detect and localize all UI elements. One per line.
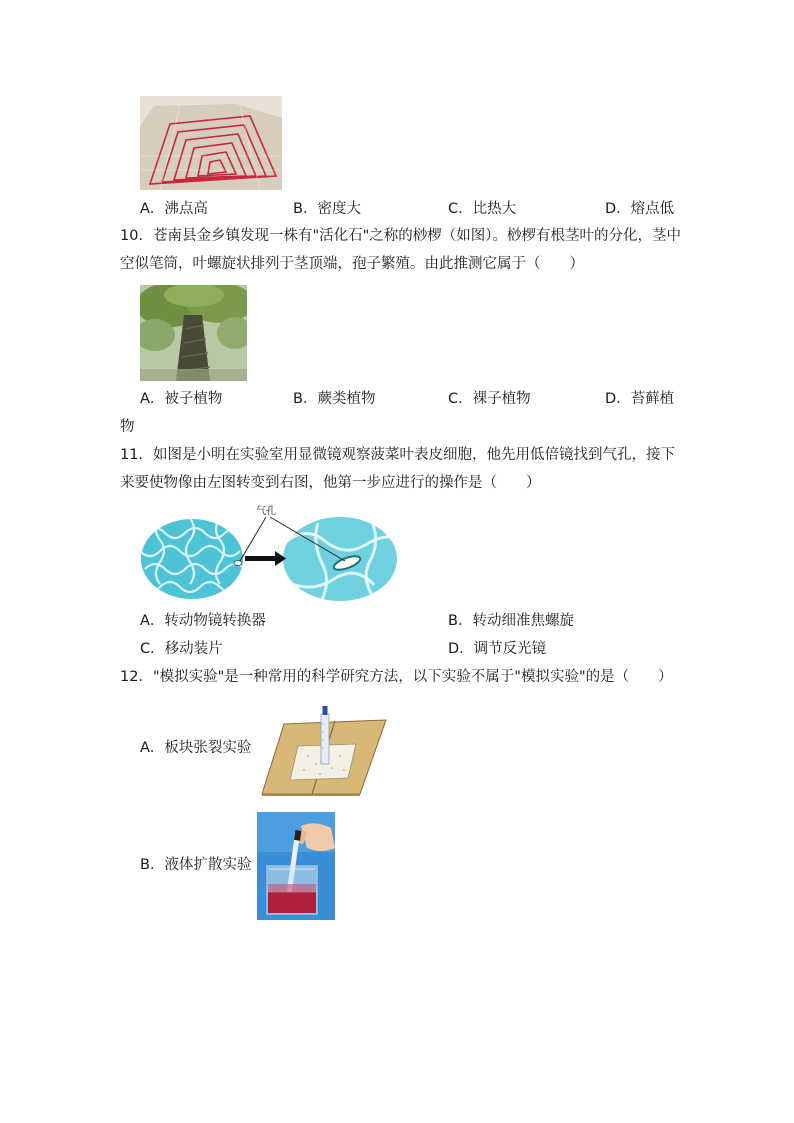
q11-option-c[interactable]: C．移动装片: [140, 641, 223, 657]
microscope-figure: [140, 503, 408, 603]
q11-stem-line1: 11．如图是小明在实验室用显微镜观察菠菜叶表皮细胞，他先用低倍镜找到气孔，接下: [120, 447, 675, 463]
q9-option-a[interactable]: A．沸点高: [140, 201, 208, 217]
q11-stem-line2: 来要使物像由左图转变到右图，他第一步应进行的操作是（ ）: [120, 475, 541, 491]
stoma-label: 气孔: [256, 506, 276, 517]
q9-option-d[interactable]: D．熔点低: [605, 201, 675, 217]
q12-stem: 12．"模拟实验"是一种常用的科学研究方法，以下实验不属于"模拟实验"的是（ ）: [120, 669, 673, 685]
q11-option-a[interactable]: A．转动物镜转换器: [140, 613, 266, 629]
floor-heating-photo: [140, 96, 282, 190]
q9-option-b[interactable]: B．密度大: [293, 201, 361, 217]
q10-option-d-wrap: 物: [120, 419, 135, 435]
q11-option-d[interactable]: D．调节反光镜: [448, 641, 547, 657]
q10-stem-line1: 10．苍南县金乡镇发现一株有"活化石"之称的桫椤（如图）。桫椤有根茎叶的分化，茎中: [120, 228, 682, 244]
q10-option-a[interactable]: A．被子植物: [140, 391, 223, 407]
q12-option-a[interactable]: A．板块张裂实验: [140, 740, 252, 756]
tree-fern-photo: [140, 285, 247, 381]
q10-option-b[interactable]: B．蕨类植物: [293, 391, 376, 407]
q10-option-c[interactable]: C．裸子植物: [448, 391, 531, 407]
liquid-diffusion-photo: [257, 812, 335, 920]
q9-option-c[interactable]: C．比热大: [448, 201, 517, 217]
q10-option-d[interactable]: D．苔藓植: [605, 391, 675, 407]
plate-rifting-figure: [260, 706, 388, 796]
q12-option-b[interactable]: B．液体扩散实验: [140, 857, 252, 873]
q11-option-b[interactable]: B．转动细准焦螺旋: [448, 613, 574, 629]
q10-stem-line2: 空似笔筒，叶螺旋状排列于茎顶端，孢子繁殖。由此推测它属于（ ）: [120, 256, 584, 272]
